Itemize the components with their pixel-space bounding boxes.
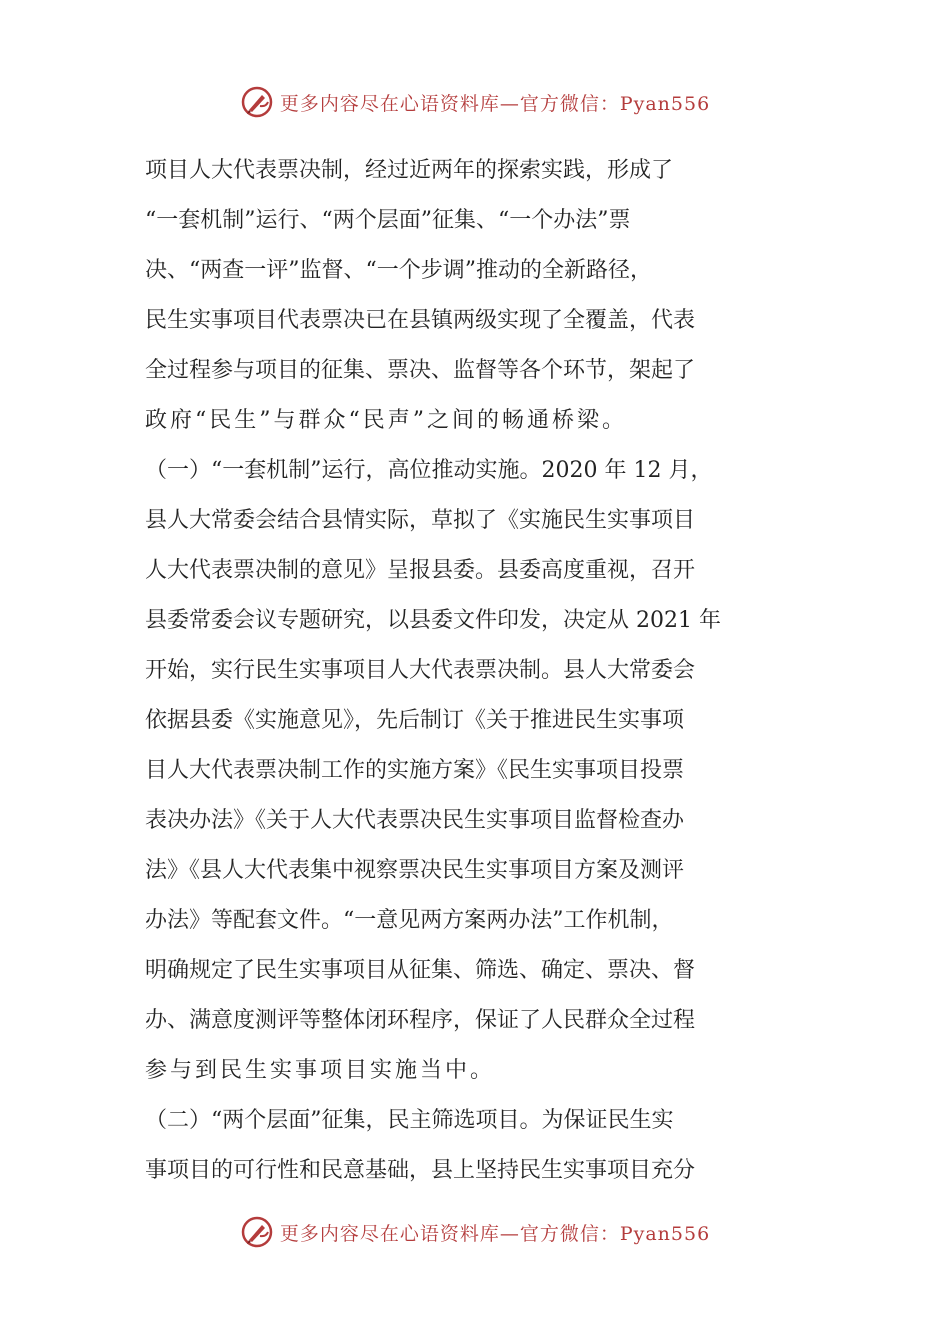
text-line: 目人大代表票决制工作的实施方案》《民生实事项目投票 xyxy=(145,758,685,783)
footer-text: 更多内容尽在心语资料库—官方微信：Pyan556 xyxy=(279,1222,711,1245)
footer-banner xyxy=(0,1212,950,1252)
text-line: 政府“民生”与群众“民声”之间的畅通桥梁。 xyxy=(145,408,627,433)
text-line: 项目人大代表票决制，经过近两年的探索实践，形成了 xyxy=(145,158,674,183)
text-line: 民生实事项目代表票决已在县镇两级实现了全覆盖，代表 xyxy=(145,308,696,333)
text-line: 人大代表票决制的意见》呈报县委。县委高度重视，召开 xyxy=(145,558,696,583)
text-line: 办、满意度测评等整体闭环程序，保证了人民群众全过程 xyxy=(145,1008,696,1033)
text-line: 办法》等配套文件。“一意见两方案两办法”工作机制， xyxy=(145,908,674,933)
text-line: （一）“一套机制”运行，高位推动实施。2020 年 12 月， xyxy=(145,458,713,483)
text-line: 法》《县人大代表集中视察票决民生实事项目方案及测评 xyxy=(145,858,685,883)
text-line: 开始，实行民生实事项目人大代表票决制。县人大常委会 xyxy=(145,658,696,683)
text-line: 参与到民生实事项目实施当中。 xyxy=(145,1058,496,1083)
pen-logo-icon xyxy=(240,1215,274,1249)
document-body xyxy=(145,146,810,1196)
header-text: 更多内容尽在心语资料库—官方微信：Pyan556 xyxy=(279,92,711,115)
text-line: “一套机制”运行、“两个层面”征集、“一个办法”票 xyxy=(145,208,631,233)
text-line: 决、“两查一评”监督、“一个步调”推动的全新路径， xyxy=(145,258,652,283)
text-line: 表决办法》《关于人大代表票决民生实事项目监督检查办 xyxy=(145,808,685,833)
text-line: 全过程参与项目的征集、票决、监督等各个环节，架起了 xyxy=(145,358,696,383)
text-line: 县人大常委会结合县情实际，草拟了《实施民生实事项目 xyxy=(145,508,696,533)
header-banner xyxy=(0,82,950,122)
text-line: 县委常委会议专题研究，以县委文件印发，决定从 2021 年 xyxy=(145,608,721,633)
text-line: 明确规定了民生实事项目从征集、筛选、确定、票决、督 xyxy=(145,958,696,983)
text-line: （二）“两个层面”征集，民主筛选项目。为保证民生实 xyxy=(145,1108,674,1133)
pen-logo-icon xyxy=(240,85,274,119)
text-line: 依据县委《实施意见》，先后制订《关于推进民生实事项 xyxy=(145,708,685,733)
text-line: 事项目的可行性和民意基础，县上坚持民生实事项目充分 xyxy=(145,1158,696,1183)
